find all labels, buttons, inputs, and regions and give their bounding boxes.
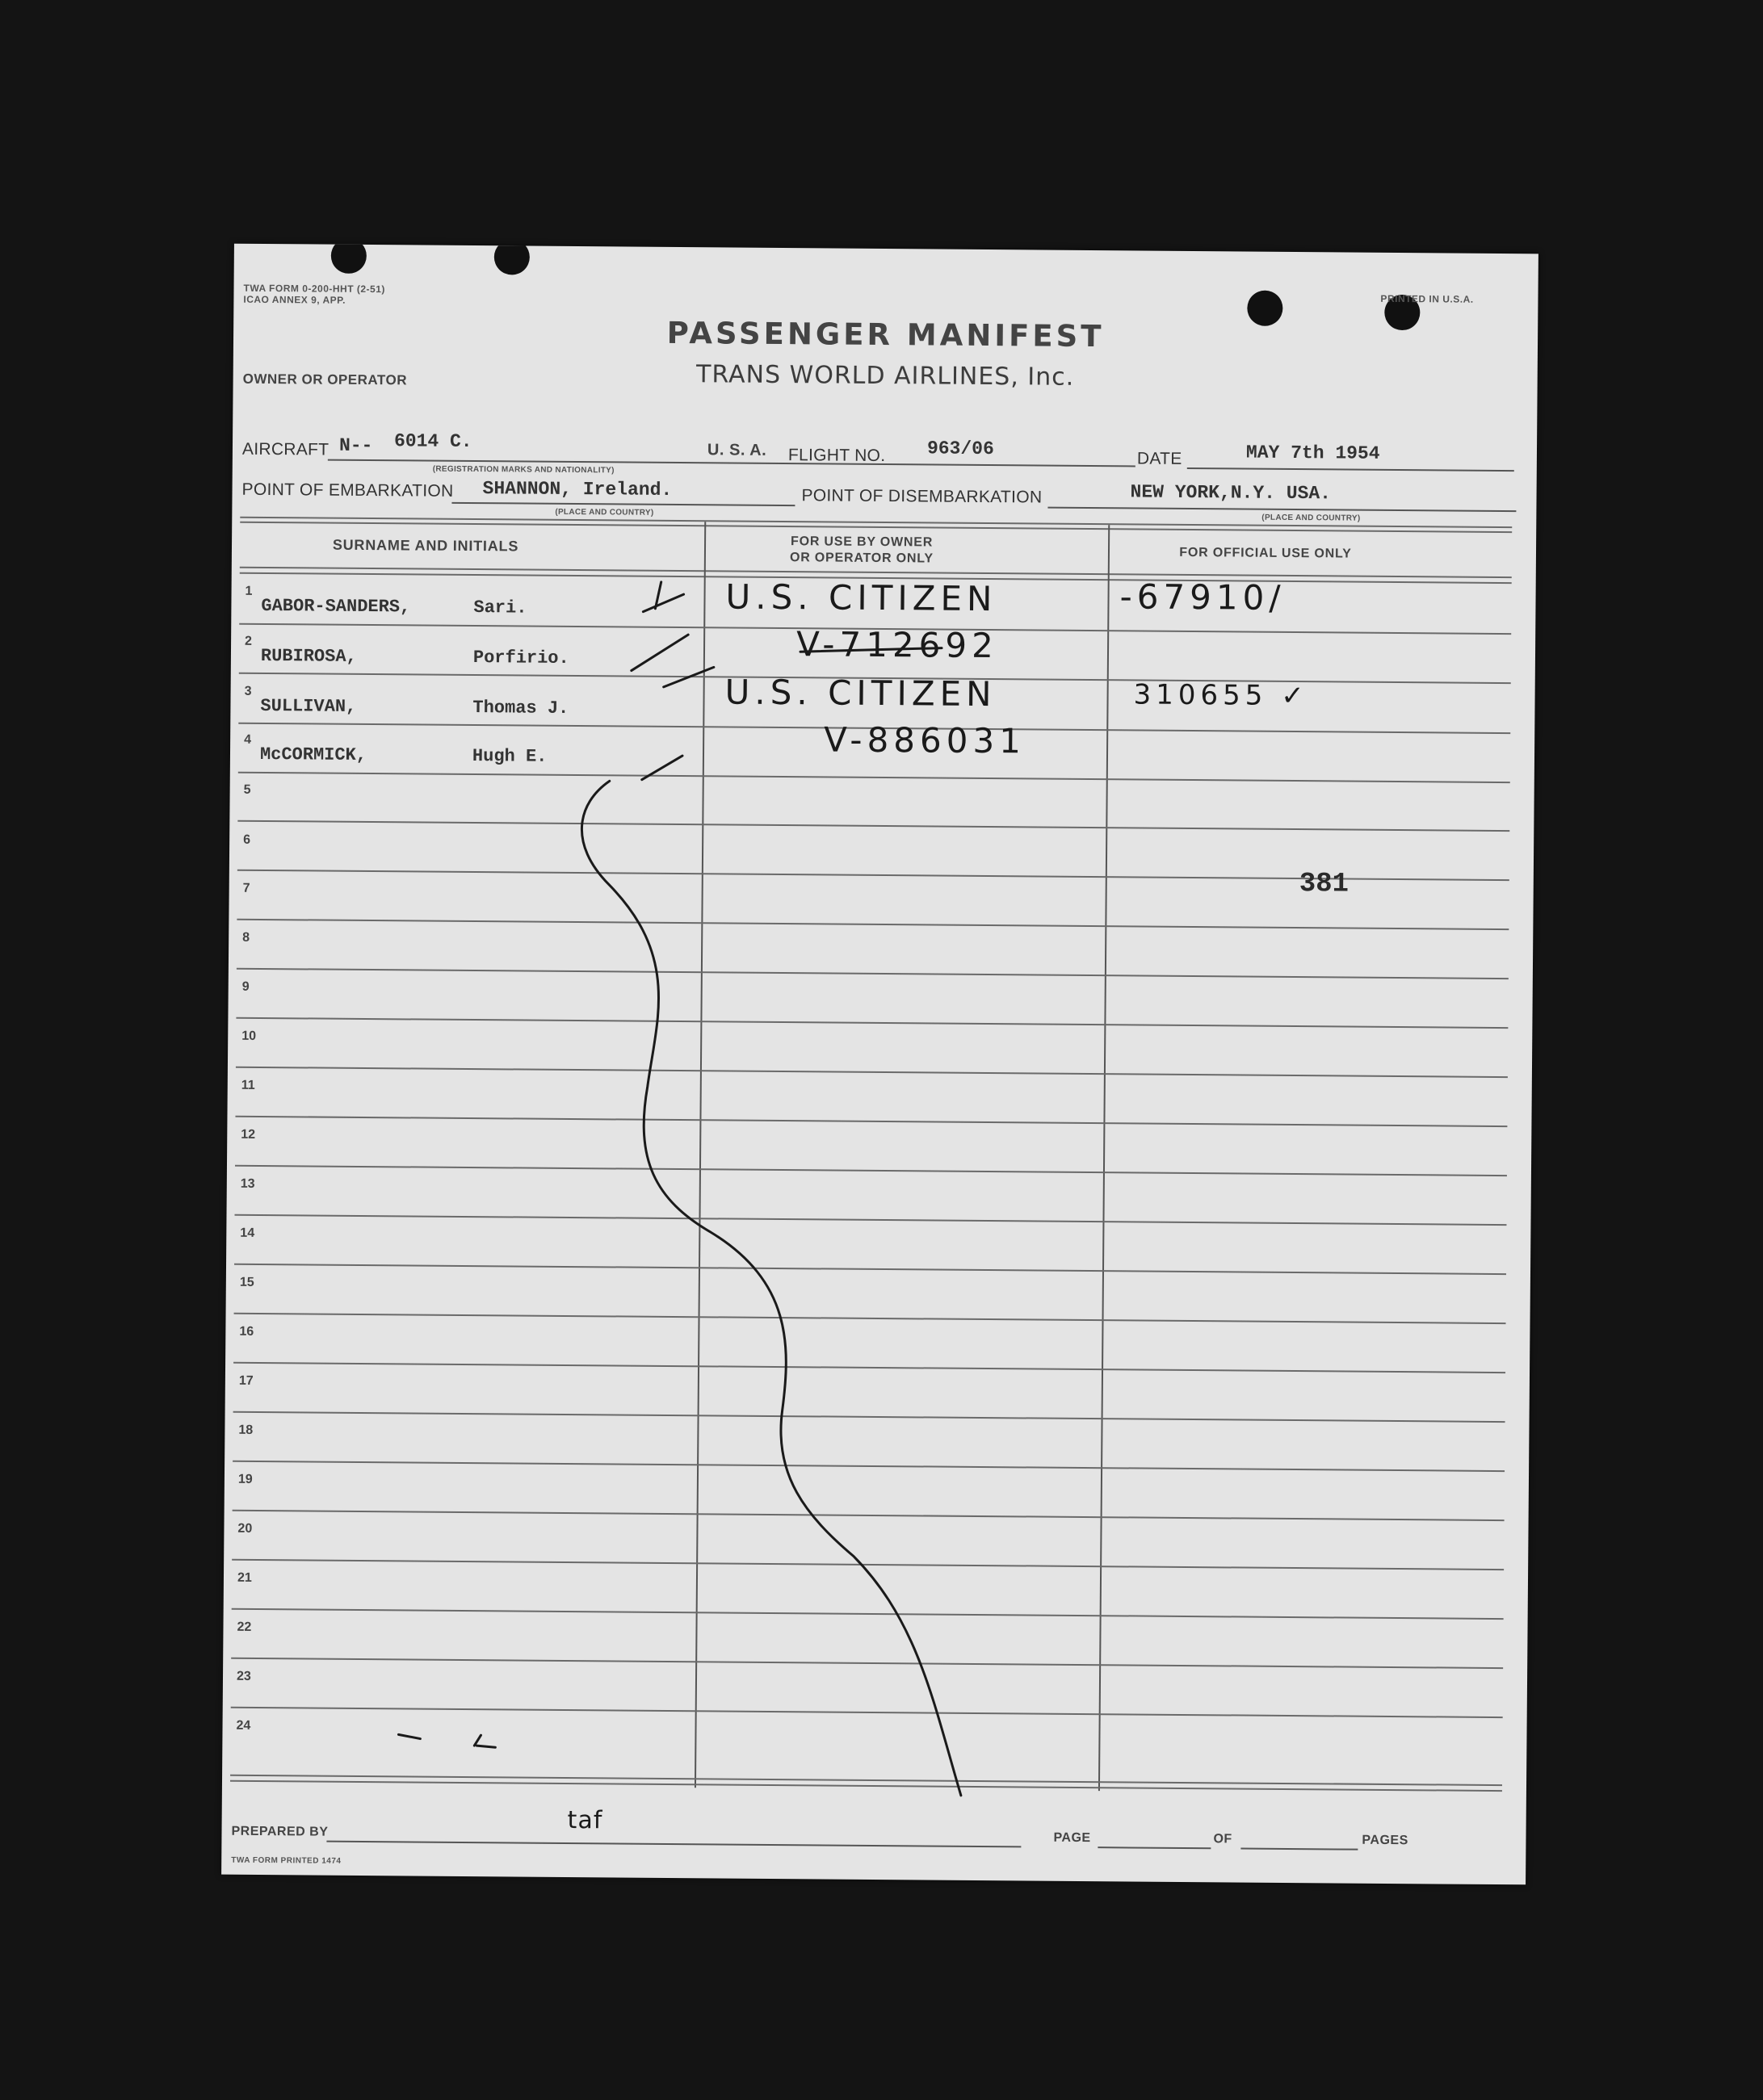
- official-note: 310655 ✓: [1133, 678, 1309, 713]
- checkmark-stroke: [664, 667, 714, 687]
- row-number: 11: [241, 1078, 255, 1092]
- prepared-by-label: PREPARED BY: [231, 1824, 329, 1839]
- column-header-owner-line: OR OPERATOR ONLY: [789, 551, 934, 566]
- form-code-line: ICAO ANNEX 9, APP.: [243, 293, 346, 306]
- passenger-initials: Porfirio.: [472, 648, 569, 669]
- form-code-line: TWA FORM 0-200-HHT (2-51): [243, 282, 385, 296]
- row-number: 22: [237, 1620, 252, 1634]
- form-print-code: TWA FORM PRINTED 1474: [231, 1855, 342, 1866]
- row-number: 19: [237, 1472, 253, 1486]
- row-number: 8: [242, 930, 250, 945]
- passenger-surname: McCORMICK,: [259, 744, 367, 765]
- owner-operator-label: OWNER OR OPERATOR: [242, 371, 408, 388]
- pages-label: PAGES: [1362, 1833, 1408, 1848]
- place-caption: (PLACE AND COUNTRY): [1261, 513, 1361, 523]
- column-header-owner-line: FOR USE BY OWNER: [790, 534, 934, 550]
- date-value: MAY 7th 1954: [1245, 442, 1380, 464]
- preparer-initials: taf: [567, 1805, 603, 1835]
- embarkation-value: SHANNON, Ireland.: [482, 478, 673, 501]
- passenger-surname: RUBIROSA,: [260, 645, 357, 667]
- stray-mark: [474, 1735, 495, 1747]
- stray-mark: [398, 1734, 420, 1738]
- page-title: PASSENGER MANIFEST: [666, 315, 1105, 354]
- airline-name: TRANS WORLD AIRLINES, Inc.: [695, 360, 1075, 392]
- column-header-official: FOR OFFICIAL USE ONLY: [1179, 545, 1352, 561]
- passenger-initials: Sari.: [473, 597, 527, 618]
- printed-in-usa: PRINTED IN U.S.A.: [1380, 292, 1474, 305]
- row-number: 10: [241, 1029, 257, 1043]
- row-number: 21: [237, 1570, 252, 1585]
- passenger-surname: SULLIVAN,: [260, 695, 357, 717]
- owner-note: V-886031: [823, 719, 1026, 761]
- flight-value: 963/06: [926, 438, 994, 460]
- embarkation-label: POINT OF EMBARKATION: [241, 480, 454, 501]
- row-number: 18: [238, 1423, 254, 1437]
- row-number: 2: [245, 634, 253, 648]
- row-number: 23: [236, 1669, 251, 1683]
- disembarkation-label: POINT OF DISEMBARKATION: [801, 486, 1043, 507]
- row-number: 13: [240, 1176, 255, 1191]
- checkmark-stroke: [643, 582, 683, 612]
- page-label: PAGE: [1053, 1830, 1091, 1846]
- official-note: -67910/: [1119, 576, 1286, 618]
- row-number: 4: [244, 732, 252, 747]
- registration-caption: (REGISTRATION MARKS AND NATIONALITY): [432, 464, 615, 476]
- checkmark-stroke: [642, 756, 682, 780]
- row-number: 12: [241, 1127, 256, 1142]
- row-number: 6: [243, 832, 251, 847]
- owner-note: U.S. CITIZEN: [724, 672, 997, 715]
- column-header-surname: SURNAME AND INITIALS: [332, 536, 519, 555]
- passenger-initials: Thomas J.: [472, 698, 569, 719]
- row-number: 16: [239, 1324, 254, 1339]
- handwriting-strokes: [221, 244, 1538, 1885]
- row-number: 3: [244, 684, 252, 698]
- row-number: 1: [245, 584, 253, 598]
- manifest-sheet: [221, 244, 1538, 1885]
- row-number: 20: [237, 1521, 253, 1536]
- row-number: 9: [241, 979, 250, 994]
- date-label: DATE: [1136, 449, 1182, 468]
- row-number: 5: [243, 782, 251, 797]
- checkmark-stroke: [632, 635, 688, 672]
- of-label: OF: [1213, 1832, 1232, 1846]
- place-caption: (PLACE AND COUNTRY): [555, 507, 654, 518]
- row-number: 17: [238, 1373, 254, 1388]
- nationality: U. S. A.: [707, 441, 767, 459]
- row-number: 24: [236, 1718, 251, 1733]
- aircraft-prefix: N--: [338, 434, 373, 457]
- row-number: 14: [240, 1226, 255, 1240]
- flight-label: FLIGHT NO.: [787, 446, 886, 466]
- owner-note: V-712692: [795, 624, 999, 666]
- underline-stroke: [800, 647, 942, 652]
- passenger-initials: Hugh E.: [472, 746, 548, 767]
- row-number: 7: [242, 881, 250, 895]
- disembarkation-value: NEW YORK,N.Y. USA.: [1130, 481, 1332, 505]
- aircraft-label: AIRCRAFT: [241, 439, 330, 459]
- owner-note: U.S. CITIZEN: [725, 576, 997, 619]
- passenger-surname: GABOR-SANDERS,: [261, 595, 411, 618]
- aircraft-value: 6014 C.: [393, 430, 472, 453]
- row-number: 15: [239, 1275, 254, 1289]
- wavy-continuation-line: [574, 781, 969, 1796]
- stamp-number: 381: [1299, 869, 1350, 900]
